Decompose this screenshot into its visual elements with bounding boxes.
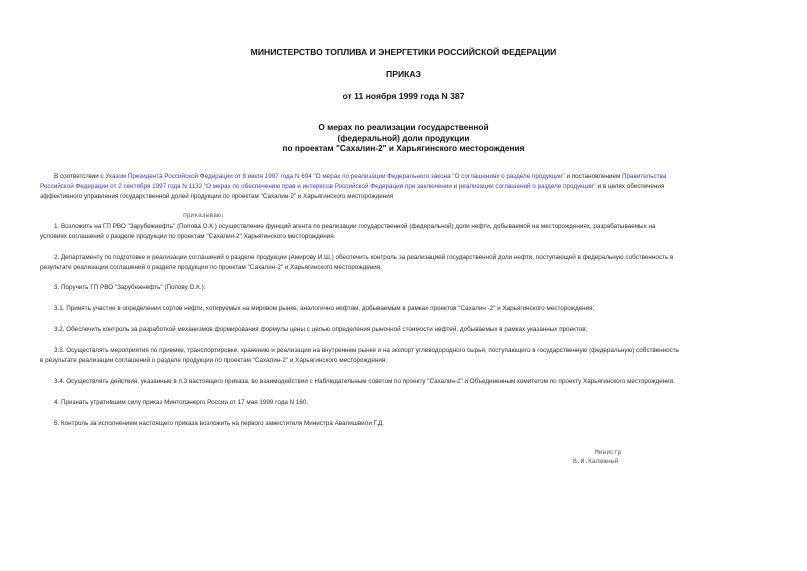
title-line: О мерах по реализации государственной [318,122,489,132]
document-type: ПРИКАЗ [386,69,421,79]
item-line: результате реализации соглашений о разделе продукции по проектам "Сахалин-2" и Харьягинского месторождения. [40,264,382,271]
ministry-heading: МИНИСТЕРСТВО ТОПЛИВА И ЭНЕРГЕТИКИ РОССИЙСКОЙ ФЕДЕРАЦИИ [250,47,557,57]
preamble-text: В соответствии с [54,173,106,180]
item-line: 2. Департаменту по подготовке и реализации соглашений о разделе продукции (Амирову И.Ш.) обеспечить контроль за реализацией государственной доли нефти, поступающей в федеральную собственность в [54,254,674,261]
signature-name: В.И.Калюжный [573,458,619,465]
preamble-line [40,172,770,182]
preamble-line: эффективного управления государственной долей продукции по проектам "Сахалин-2" и Харьягинского месторождения [40,193,394,200]
item-line: 3.1. Принять участие в определении сортов нефти, котируемых на мировом рынке, аналогично нефтям, добываемым в рамках проектов "Сахалин -2" и Харьягинского месторождения; [54,305,595,312]
signature-position: Министр [595,449,622,456]
order-word: приказываю: [183,212,225,219]
item-3-1 [40,304,770,314]
preamble-line [40,182,770,192]
document-title [0,122,807,154]
item-4 [40,398,770,408]
item-line: 4. Признать утратившим силу приказ Минтопэнерго России от 17 мая 1999 года N 160. [54,399,309,406]
item-line: 5. Контроль за исполнением настоящего приказа возложить на первого заместителя Министра Авалишвили Г.Д. [54,420,385,427]
decree-link[interactable]: Указом Президента Российской Федерации от 8 июля 1997 года N 694 "О мерах по реализации Федерального закона "О соглашениях о разделе продукции" [105,173,565,180]
item-5 [40,419,770,429]
preamble-text: и постановлением [564,173,623,180]
item-line: 3.4. Осуществлять действия, указанные в п.3 настоящего приказа, во взаимодействии с Наблюдательным советом по проекту "Сахалин-2" и Объединенным комитетом по проекту Харьягинского месторождения. [54,378,675,385]
item-3 [40,283,770,293]
item-line: 1. Возложить на ГП РВО "Зарубежнефть" (Попова О.К.) осуществление функций агента по реализации государственной (федеральной) доли нефти, добываемой на месторождениях, разрабатываемых на [54,223,656,230]
item-line: в результате реализации соглашений о разделе продукции по проектам "Сахалин-2" и Харьягинского месторождения; [40,357,388,364]
resolution-link[interactable]: Правительства [622,173,667,180]
item-3-4 [40,377,770,387]
title-line: по проектам "Сахалин-2" и Харьягинского месторождения [282,143,525,153]
item-2 [40,253,770,273]
item-line: условиях соглашений о разделе продукции по проектам "Сахалин-2" Харьягинского месторождения. [40,233,336,240]
item-3-3 [40,346,770,366]
preamble-text: и в целях обеспечения [595,183,665,190]
resolution-link-cont[interactable]: Российской Федерации от 2 сентября 1997 года N 1132 "О мерах по обеспечению прав и интересов Российской Федерации при заключении и реализации соглашений о разделе продукции" [40,183,596,190]
item-line: 3. Поручить ГП РВО "Зарубежнефть" (Попову О.К.): [54,284,206,291]
title-line: (федеральной) доли продукции [337,132,470,143]
document-date-number: от 11 ноября 1999 года N 387 [342,91,465,101]
item-line: 3.2. Обеспечить контроль за разработкой механизмов формирования формулы цены с целью определения рыночной стоимости нефтей, добываемых в рамках указанных проектов; [54,326,588,333]
preamble [40,172,770,202]
item-3-2 [40,325,770,335]
item-1 [40,222,770,242]
item-line: 3.3. Осуществлять мероприятия по приемке, транспортировке, хранению и реализации на внутреннем рынке и на экспорт углеводородного сырья, поступающего в государственную (федеральную) собственность [54,347,679,354]
